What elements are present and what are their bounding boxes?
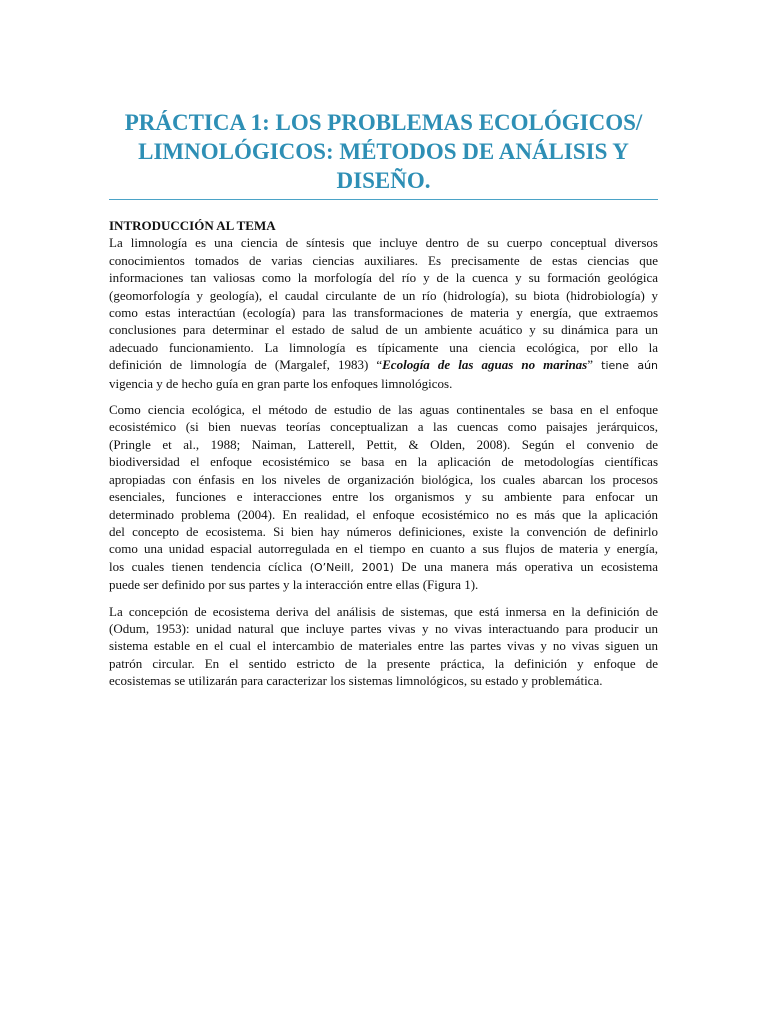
section-heading: INTRODUCCIÓN AL TEMA	[109, 218, 276, 233]
text-line: informaciones tan valiosas como la morfología del río y de la cuenca y su formación geológica	[109, 270, 658, 286]
closing-quote: ”	[587, 357, 594, 373]
text-line: patrón circular. En el sentido estricto de la presente práctica, la definición y enfoque de	[109, 655, 658, 671]
text-fragment: De una manera más operativa un ecosistema	[393, 558, 658, 574]
text-line: apropiadas con énfasis en los niveles de organización biológica, los cuales abarcan los procesos	[109, 471, 658, 487]
text-line: puede ser definido por sus partes y la interacción entre ellas (Figura 1).	[109, 577, 479, 593]
text-line: (Odum, 1953): unidad natural que incluye partes vivas y no vivas interactuando para producir un	[109, 620, 658, 636]
text-line: esenciales, funciones e interacciones entre los organismos y su ambiente para enfocar un	[109, 489, 658, 505]
title-line: LIMNOLÓGICOS: MÉTODOS DE ANÁLISIS Y	[138, 139, 629, 164]
quoted-definition: Ecología de las aguas no marinas	[382, 357, 588, 373]
text-line: conocimientos tomados de varias ciencias auxiliares. Es precisamente de estas ciencias que	[109, 252, 658, 268]
text-line: La limnología es una ciencia de síntesis que incluye dentro de su cuerpo conceptual diversos	[109, 235, 658, 251]
text-line: adecuado funcionamiento. La limnología es típicamente una ciencia ecológica, por ello la	[109, 339, 658, 355]
text-line: como estas interactúan (ecología) para las transformaciones de materia y energía, que extraemos	[109, 305, 658, 321]
paragraph-introduction	[109, 234, 658, 392]
text-line: conclusiones para determinar el estado de salud de un ambiente acuático y su dinámica para un	[109, 322, 658, 338]
text-line: ecosistémico (si bien nuevas teorías conceptualizan a las cuencas como paisajes jerárquicos,	[109, 419, 658, 435]
title-line: PRÁCTICA 1: LOS PROBLEMAS ECOLÓGICOS/	[124, 110, 643, 135]
text-fragment: tiene aún	[601, 359, 659, 373]
text-line	[109, 558, 658, 576]
text-line: (Pringle et al., 1988; Naiman, Latterell, Pettit, & Olden, 2008). Según el convenio de	[109, 436, 658, 452]
text-line: Como ciencia ecológica, el método de estudio de las aguas continentales se basa en el enfoque	[109, 402, 658, 418]
text-line: sistema estable en el cual el intercambio de materiales entre las partes vivas y no vivas siguen un	[109, 638, 658, 654]
paragraph-ecosystem-approach	[109, 401, 658, 593]
title-line: DISEÑO.	[336, 168, 431, 193]
text-line: biodiversidad el enfoque ecosistémico se basa en la aplicación de metodologías científicas	[109, 454, 658, 470]
text-line: ecosistemas se utilizarán para caracterizar los sistemas limnológicos, su estado y problemática.	[109, 673, 603, 689]
text-line: La concepción de ecosistema deriva del análisis de sistemas, que está inmersa en la definición de	[109, 603, 658, 619]
text-line: del concepto de ecosistema. Si bien hay números definiciones, existe la convención de definirlo	[109, 523, 658, 539]
text-fragment: los cuales tienen tendencia cíclica	[109, 558, 310, 574]
text-line: (geomorfología y geología), el caudal circulante de un río (hidrología), su biota (hidrobiología) y	[109, 287, 658, 303]
paragraph-ecosystem-definition	[109, 603, 658, 690]
page-title	[109, 108, 658, 200]
text-line: vigencia y de hecho guía en gran parte los enfoques limnológicos.	[109, 375, 453, 391]
text-fragment: definición de limnología de (Margalef, 1983) “	[109, 357, 383, 373]
text-line: como una unidad espacial autorregulada en el tiempo en cuanto a sus flujos de materia y energía,	[109, 541, 658, 557]
text-line	[109, 356, 658, 374]
citation: (O’Neill, 2001)	[309, 560, 394, 574]
document-page	[109, 108, 658, 690]
text-line: determinado problema (2004). En realidad, el enfoque ecosistémico no es más que la aplicación	[109, 506, 658, 522]
